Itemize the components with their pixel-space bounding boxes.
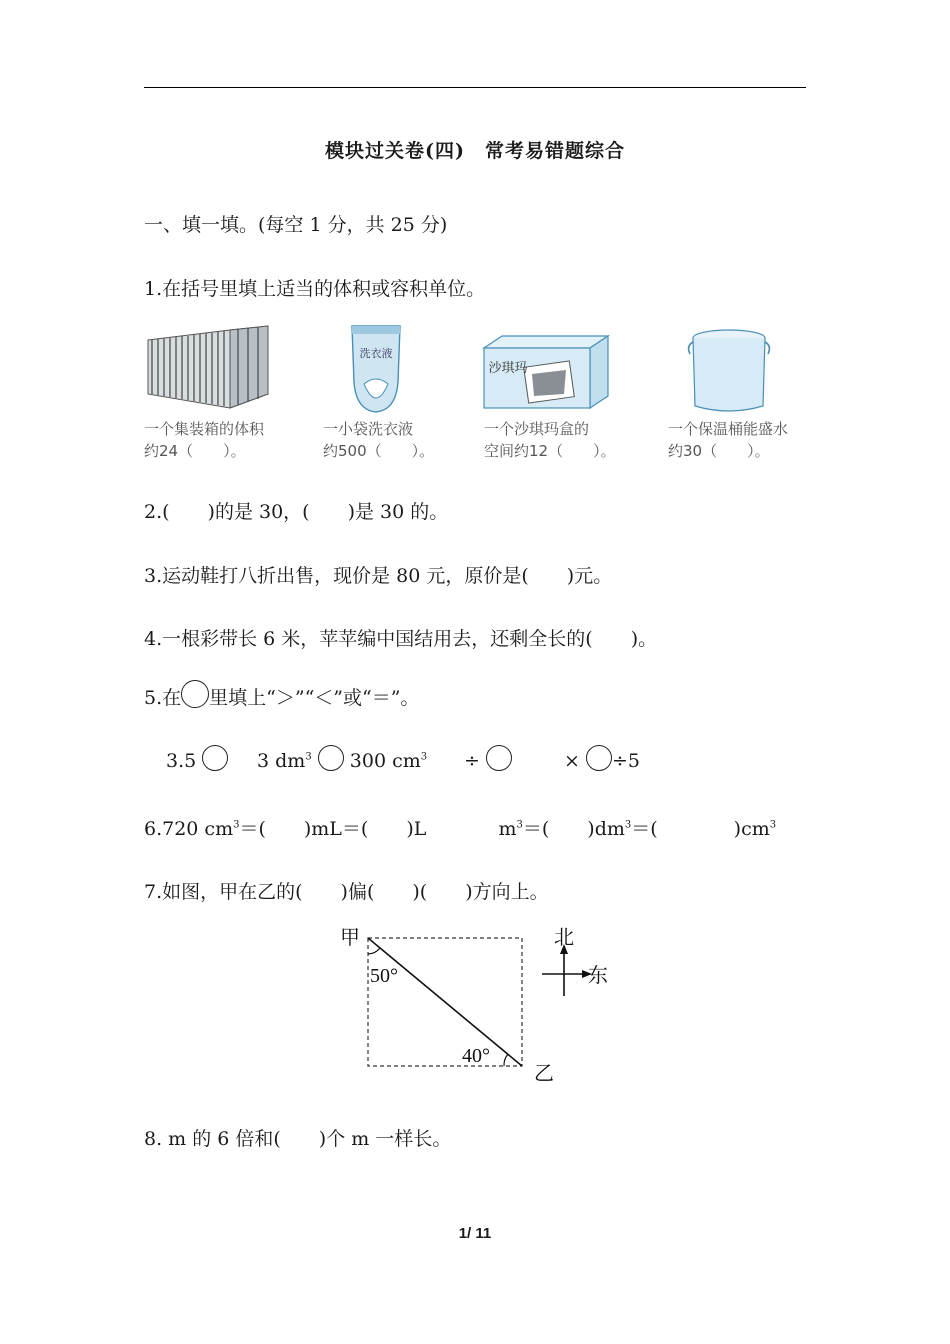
caption-line: 约24（ ）。 bbox=[144, 442, 246, 460]
angle-label-bottom: 40° bbox=[462, 1045, 490, 1067]
exponent: 3 bbox=[769, 819, 777, 831]
answer-circle[interactable] bbox=[486, 745, 512, 771]
caption-line: 一小袋洗衣液 bbox=[323, 420, 414, 438]
expr-right: 300 cm bbox=[349, 750, 421, 772]
expr-right: ÷5 bbox=[611, 750, 640, 772]
page-number: 1/ 11 bbox=[458, 1225, 492, 1242]
detergent-bag-icon bbox=[342, 322, 410, 416]
caption-detergent bbox=[323, 418, 434, 462]
east-label: 东 bbox=[588, 963, 608, 987]
bag-label: 洗衣液 bbox=[359, 347, 393, 360]
caption-bucket bbox=[668, 418, 788, 462]
expr-left: 3 dm bbox=[257, 750, 306, 772]
exponent: 3 bbox=[516, 819, 523, 831]
question-5 bbox=[144, 680, 419, 710]
compare-expr-2 bbox=[257, 745, 427, 772]
q5-suffix: 里填上“＞”“＜”或“＝”。 bbox=[209, 687, 420, 709]
page-title: 模块过关卷(四) 常考易错题综合 bbox=[325, 140, 625, 162]
exponent: 3 bbox=[233, 819, 240, 831]
snack-box-icon bbox=[482, 334, 610, 410]
expr-left: × bbox=[564, 750, 580, 772]
caption-line: 约500（ ）。 bbox=[323, 442, 435, 460]
caption-line: 一个沙琪玛盒的 bbox=[484, 420, 590, 438]
answer-circle[interactable] bbox=[318, 745, 344, 771]
caption-line: 一个集装箱的体积 bbox=[144, 420, 265, 438]
section-heading: 一、填一填。(每空 1 分，共 25 分) bbox=[144, 214, 448, 236]
connecting-line bbox=[368, 938, 522, 1066]
container-icon bbox=[144, 322, 272, 414]
angle-label-top: 50° bbox=[370, 965, 398, 987]
caption-container bbox=[144, 418, 264, 462]
angle-arc-top bbox=[368, 948, 380, 954]
q6-part: 6.720 cm bbox=[144, 818, 234, 840]
compare-expr-1 bbox=[166, 745, 228, 772]
caption-line: 空间约12（ ）。 bbox=[484, 442, 616, 460]
answer-circle[interactable] bbox=[202, 745, 228, 771]
q5-prefix: 5.在 bbox=[144, 687, 182, 709]
expr-left: 3.5 bbox=[166, 750, 197, 772]
exponent: 3 bbox=[305, 751, 312, 763]
top-rule bbox=[144, 87, 806, 88]
q6-part: ＝( )mL＝( )L bbox=[239, 818, 427, 840]
label-jia: 甲 bbox=[340, 925, 360, 949]
exponent: 3 bbox=[420, 751, 428, 763]
exponent: 3 bbox=[624, 819, 632, 831]
q6-part: ＝( )cm bbox=[631, 818, 770, 840]
question-7: 7.如图，甲在乙的( )偏( )( )方向上。 bbox=[144, 881, 549, 903]
question-1: 1.在括号里填上适当的体积或容积单位。 bbox=[144, 278, 486, 300]
caption-snack-box bbox=[484, 418, 616, 462]
box-label: 沙琪玛 bbox=[488, 361, 528, 376]
q6-part: m bbox=[498, 818, 517, 840]
caption-line: 一个保温桶能盛水 bbox=[668, 420, 789, 438]
q6-part: ＝( )dm bbox=[522, 818, 625, 840]
compare-expr-3 bbox=[464, 745, 512, 772]
caption-line: 约30（ ）。 bbox=[668, 442, 770, 460]
compare-expr-4 bbox=[564, 745, 640, 772]
angle-arc-bottom bbox=[504, 1054, 508, 1066]
expr-left: ÷ bbox=[464, 750, 480, 772]
question-8: 8. m 的 6 倍和( )个 m 一样长。 bbox=[144, 1128, 452, 1150]
direction-diagram bbox=[330, 920, 620, 1090]
question-2: 2.( )的是 30，( )是 30 的。 bbox=[144, 501, 449, 523]
answer-circle[interactable] bbox=[586, 745, 612, 771]
north-label: 北 bbox=[554, 925, 574, 949]
compass-icon bbox=[542, 925, 608, 996]
insulated-bucket-icon bbox=[686, 326, 772, 414]
question-4: 4.一根彩带长 6 米，苹苹编中国结用去，还剩全长的( )。 bbox=[144, 628, 658, 650]
question-3: 3.运动鞋打八折出售，现价是 80 元，原价是( )元。 bbox=[144, 565, 613, 587]
label-yi: 乙 bbox=[534, 1061, 554, 1085]
compare-circle-icon bbox=[181, 680, 209, 708]
question-6 bbox=[144, 814, 776, 841]
